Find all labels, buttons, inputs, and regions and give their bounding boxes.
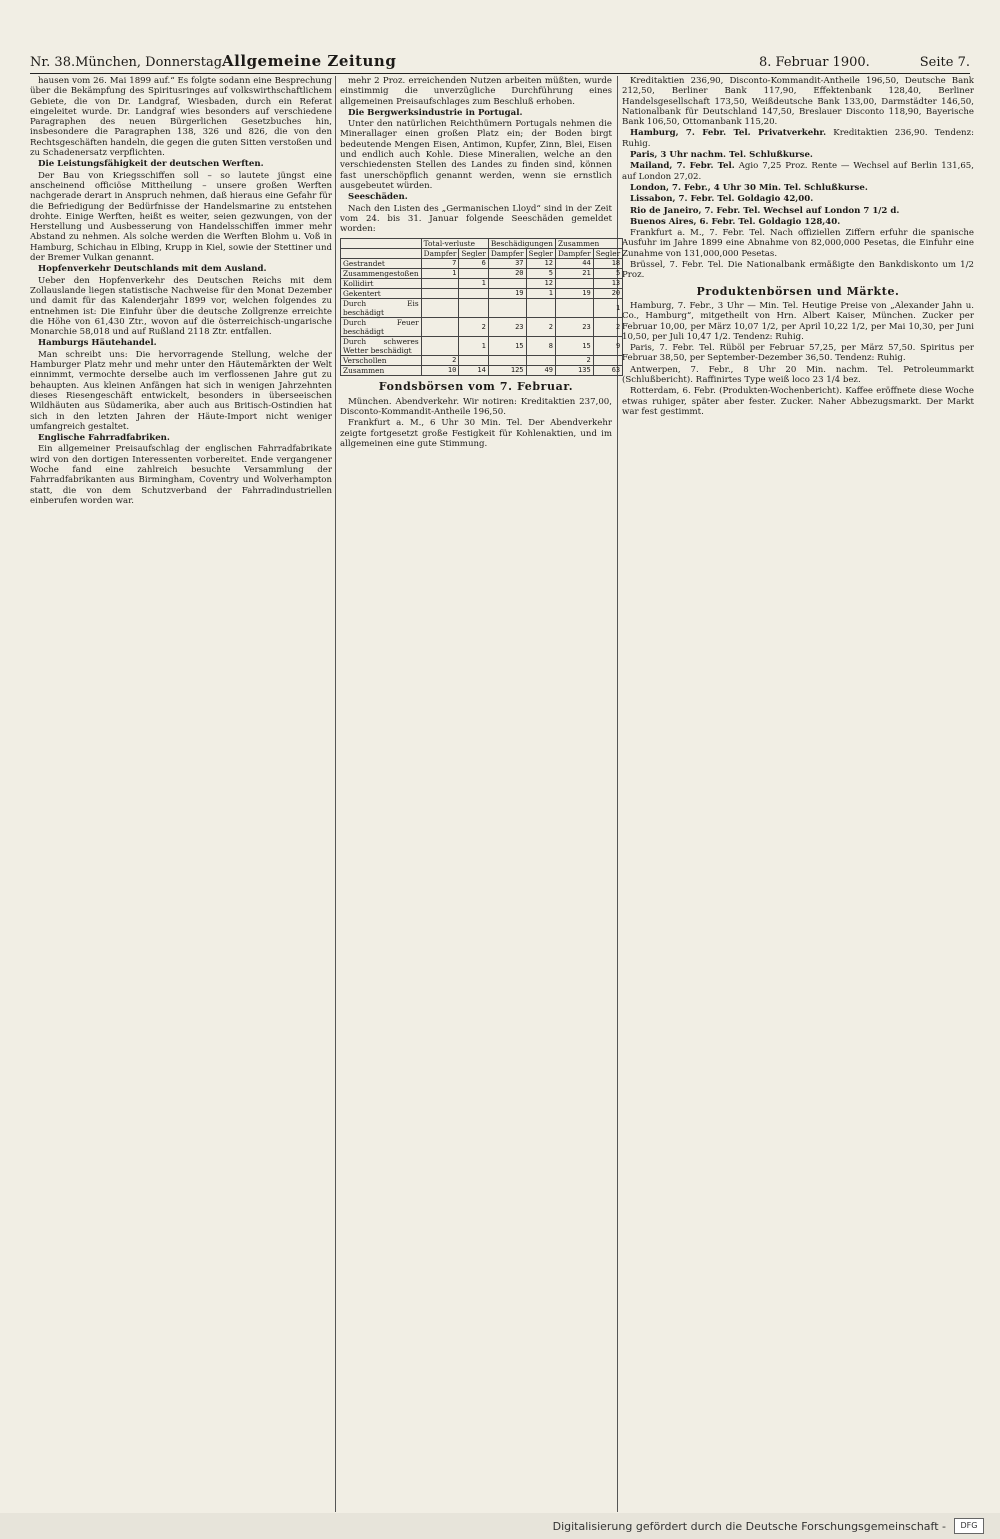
table-cell (526, 356, 555, 366)
table-row (341, 279, 623, 289)
table-cell: 2 (526, 318, 555, 337)
column-3 (622, 76, 974, 1512)
table-subheader: Segler (459, 249, 488, 259)
table-cell: 20 (593, 289, 622, 299)
table-cell: 23 (555, 318, 593, 337)
table-cell: 135 (555, 366, 593, 376)
table-header (341, 239, 422, 249)
table-cell (459, 269, 488, 279)
table-cell: 1 (421, 269, 459, 279)
table-subheader: Dampfer (555, 249, 593, 259)
table-cell: 21 (555, 269, 593, 279)
table-cell (459, 289, 488, 299)
table-row (341, 299, 623, 318)
table-cell: 19 (488, 289, 526, 299)
article-text: Ueber den Hopfenverkehr des Deutschen Reichs mit dem Zollauslande liegen statistische Nachweise für den Monat Dezember und damit für das Kalenderjahr 1899 vor, welchen folgendes zu entnehmen ist: Die Einfuhr über die deutsche Zollgrenze erreichte die Höhe von 61,430 Ztr., wovon auf die österreichisch-ungarische Monarchie 58,018 und auf Rußland 2118 Ztr. entfallen. (30, 275, 332, 338)
table-cell: 9 (593, 337, 622, 356)
article-heading: Mailand, 7. Febr. Tel. (630, 161, 735, 172)
column-1 (30, 76, 332, 1512)
table-cell: 10 (421, 366, 459, 376)
issue-date: 8. Februar 1900. (759, 55, 870, 70)
table-cell: 20 (488, 269, 526, 279)
table-cell (526, 299, 555, 318)
page-number: Seite 7. (919, 55, 970, 70)
footer-text: Digitalisierung gefördert durch die Deutsche Forschungsgemeinschaft - (552, 1519, 946, 1533)
article-text: Man schreibt uns: Die hervorragende Stellung, welche der Hamburger Platz mehr und mehr unter den Häutemärkten der Welt einnimmt, vermochte derselbe auch im verflossenen Jahre gut zu behaupten. Aus kleinen Anfängen hat sich in wenigen Jahrzehnten dieses Riesengeschäft entwickelt, besonders in überseeischen Wildhäuten aus Südamerika, aber auch aus Britisch-Ostindien hat sich in den letzten Jahren der Häute-Import nicht weniger umfangreich gestaltet. (30, 349, 332, 432)
article-heading: London, 7. Febr., 4 Uhr 30 Min. Tel. Schlußkurse. (630, 182, 868, 193)
table-cell (459, 356, 488, 366)
article-text: Rotterdam, 6. Febr. (Produkten-Wochenbericht). Kaffee eröffnete diese Woche etwas ruhiger, später aber fester. Zucker. Naher Abbezugsmarkt. Der Markt war fest gestimmt. (622, 386, 974, 417)
table-cell: 12 (526, 259, 555, 269)
table-row (341, 356, 623, 366)
table-row-label: Verschollen (341, 356, 422, 366)
table-cell: 37 (488, 259, 526, 269)
column-rule-1 (335, 76, 336, 1512)
column-2 (340, 76, 621, 1512)
table-header: Zusammen (555, 239, 622, 249)
table-subheader: Segler (526, 249, 555, 259)
article-text: Brüssel, 7. Febr. Tel. Die Nationalbank ermäßigte den Bankdiskonto um 1/2 Proz. (622, 260, 974, 281)
section-heading: Produktenbörsen und Märkte. (696, 284, 900, 298)
table-row-label: Zusammengestoßen (341, 269, 422, 279)
article-text: München. Abendverkehr. Wir notiren: Kreditaktien 237,00, Disconto-Kommandit-Antheile 196,50. (340, 396, 612, 418)
article-heading: Hamburgs Häutehandel. (38, 338, 157, 349)
article-text: Ein allgemeiner Preisaufschlag der englischen Fahrradfabrikate wird von den dortigen Interessenten vorbereitet. Ende vergangener Woche fand eine zahlreich besuchte Versammlung der Fahrradfabrikanten aus Birmingham, Coventry und Wolverhampton statt, die von dem Schutzverband der Fahrradindustriellen einberufen worden war. (30, 444, 332, 506)
table-cell (459, 299, 488, 318)
table-row (341, 259, 623, 269)
table-subheader (341, 249, 422, 259)
table-subheader: Dampfer (421, 249, 459, 259)
table-subheader: Segler (593, 249, 622, 259)
dfg-logo: DFG (954, 1518, 984, 1534)
article-text: Antwerpen, 7. Febr., 8 Uhr 20 Min. nachm. Tel. Petroleummarkt (Schlußbericht). Raffinirtes Type weiß loco 23 1/4 bez. (622, 364, 974, 386)
article-heading: Die Bergwerksindustrie in Portugal. (348, 107, 523, 118)
article-heading: Die Leistungsfähigkeit der deutschen Werften. (38, 159, 264, 170)
table-cell (421, 318, 459, 337)
article-heading: Paris, 3 Uhr nachm. Tel. Schlußkurse. (630, 150, 813, 161)
table-row (341, 318, 623, 337)
table-cell: 13 (593, 279, 622, 289)
masthead (30, 40, 970, 74)
table-cell (488, 299, 526, 318)
table-cell: 1 (459, 337, 488, 356)
table-cell: 2 (555, 356, 593, 366)
article-text: Nach den Listen des „Germanischen Lloyd“ sind in der Zeit vom 24. bis 31. Januar folgende Seeschäden gemeldet worden: (340, 203, 612, 235)
table-cell: 19 (555, 289, 593, 299)
article-text: Paris, 7. Febr. Tel. Rüböl per Februar 57,25, per März 57,50. Spiritus per Februar 38,50, per September-Dezember 36,50. Tendenz: Ruhig. (622, 343, 974, 364)
article-heading: Buenos Aires, 6. Febr. Tel. Goldagio 128,40. (630, 216, 841, 227)
table-cell: 125 (488, 366, 526, 376)
table-row (341, 366, 623, 376)
table-cell: 1 (459, 279, 488, 289)
table-cell: 15 (488, 337, 526, 356)
article-text: Der Bau von Kriegsschiffen soll – so lautete jüngst eine anscheinend officiöse Mittheilung – unsere großen Werften nachgerade derart in Anspruch nehmen, daß hieraus eine Gefahr für die Befriedigung der Bedürfnisse der Handelsmarine zu entstehen drohte. Einige Werften, heißt es weiter, seien gezwungen, von der Herstellung und Ausbesserung von Handelsschiffen immer mehr Abstand zu nehmen. Als solche werden die Werften Blohm u. Voß in Hamburg, Schichau in Elbing, Krupp in Kiel, sowie der Stettiner und der Bremer Vulkan genannt. (30, 170, 332, 264)
table-row (341, 289, 623, 299)
table-cell (593, 356, 622, 366)
issue-number: Nr. 38. (30, 55, 76, 70)
table-row-label: Gekentert (341, 289, 422, 299)
table-row-label: Gestrandet (341, 259, 422, 269)
table-row-label: Kollidirt (341, 279, 422, 289)
article-text: Kreditaktien 236,90. Tendenz: Ruhig. (622, 128, 975, 149)
table-cell (421, 279, 459, 289)
article-text: mehr 2 Proz. erreichenden Nutzen arbeiten müßten, wurde einstimmig die unverzügliche Durchführung eines allgemeinen Preisaufschlages zum Beschluß erhoben. (340, 76, 612, 107)
table-header: Total-verluste (421, 239, 488, 249)
table-cell (421, 289, 459, 299)
table-row-label: Durch Eis beschädigt (341, 299, 422, 318)
table-subheader: Dampfer (488, 249, 526, 259)
table-cell: 5 (593, 269, 622, 279)
table-row (341, 337, 623, 356)
section-heading: Fondsbörsen vom 7. Februar. (378, 380, 574, 394)
table-row (341, 269, 623, 279)
table-cell: 2 (421, 356, 459, 366)
table-cell: 63 (593, 366, 622, 376)
table-cell (488, 279, 526, 289)
article-text: Kreditaktien 236,90, Disconto-Kommandit-Antheile 196,50, Deutsche Bank 212,50, Berliner Bank 117,90, Effektenbank 128,40, Berliner Handelsgesellschaft 173,50, Weißdeutsche Bank 133,00, Darmstädter 146,50, Nationalbank für Deutschland 147,50, Breslauer Disconto 118,90, Bayerische Bank 106,50, Ottomanbank 115,20. (622, 76, 974, 128)
article-text: Frankfurt a. M., 6 Uhr 30 Min. Tel. Der Abendverkehr zeigte fortgesetzt große Festigkeit für Kohlenaktien, und im allgemeinen eine gute Stimmung. (340, 418, 612, 449)
table-cell: 44 (555, 259, 593, 269)
article-heading: Lissabon, 7. Febr. Tel. Goldagio 42,00. (630, 194, 814, 205)
table-cell: 2 (593, 318, 622, 337)
article-heading: Rio de Janeiro, 7. Febr. Tel. Wechsel auf London 7 1/2 d. (630, 205, 900, 216)
table-cell: 12 (526, 279, 555, 289)
article-heading: Hamburg, 7. Febr. Tel. Privatverkehr. (630, 128, 827, 139)
table-row-label: Durch Feuer beschädigt (341, 318, 422, 337)
table-row-label: Durch schweres Wetter beschädigt (341, 337, 422, 356)
article-text: Agio 7,25 Proz. Rente — Wechsel auf Berlin 131,65, auf London 27,02. (622, 161, 975, 182)
table-cell: 23 (488, 318, 526, 337)
article-text: hausen vom 26. Mai 1899 auf.“ Es folgte sodann eine Besprechung über die Bekämpfung des Spiritusringes auf volkswirthschaftlichem Gebiete, die von Dr. Landgraf, Wiesbaden, durch ein Referat eingeleitet wurde. Dr. Landgraf wies besonders auf verschiedene Paragraphen des neuen Bürgerlichen Gesetzbuches hin, insbesondere die Paragraphen 138, 326 und 826, die von den Rechtsgeschäften handeln, die gegen die guten Sitten verstoßen und zu Schadenersatz verpflichten. (30, 76, 332, 159)
article-heading: Hopfenverkehr Deutschlands mit dem Ausland. (38, 264, 267, 275)
table-cell (488, 356, 526, 366)
place-day: München, Donnerstag (75, 55, 223, 70)
newspaper-title: Allgemeine Zeitung (222, 52, 397, 70)
article-heading: Seeschäden. (348, 192, 408, 203)
article-heading: Englische Fahrradfabriken. (38, 433, 170, 444)
table-cell: 15 (555, 337, 593, 356)
table-cell (555, 299, 593, 318)
article-text: Hamburg, 7. Febr., 3 Uhr — Min. Tel. Heutige Preise von „Alexander Jahn u. Co., Hamburg“, mitgetheilt von Hrn. Albert Kaiser, München. Zucker per Februar 10,00, per März 10,07 1/2, per April 10,22 1/2, per Mai 10,30, per Juni 10,50, per Juli 10,47 1/2. Tendenz: Ruhig. (622, 300, 974, 342)
table-cell: 14 (459, 366, 488, 376)
table-cell: 6 (459, 259, 488, 269)
table-cell: 18 (593, 259, 622, 269)
table-cell: 7 (421, 259, 459, 269)
table-cell: 8 (526, 337, 555, 356)
footer (0, 1513, 1000, 1539)
table-row-label: Zusammen (341, 366, 422, 376)
table-cell (555, 279, 593, 289)
table-cell (421, 299, 459, 318)
table-cell: 1 (526, 289, 555, 299)
table-cell: 1 (593, 299, 622, 318)
seeschaeden-table (340, 238, 623, 376)
table-header: Beschädigungen (488, 239, 555, 249)
article-text: Unter den natürlichen Reichthümern Portugals nehmen die Minerallager einen großen Platz ein; der Boden birgt bedeutende Mengen Eisen, Antimon, Kupfer, Zinn, Blei, Eisen und endlich auch Kohle. Diese Mineralien, welche an den verschiedensten Stellen des Landes zu finden sind, können fast unerschöpflich genannt werden, wenn sie ernstlich ausgebeutet würden. (340, 119, 612, 191)
table-cell (421, 337, 459, 356)
table-cell: 2 (459, 318, 488, 337)
table-cell: 5 (526, 269, 555, 279)
article-text: Frankfurt a. M., 7. Febr. Tel. Nach offiziellen Ziffern erfuhr die spanische Ausfuhr im Jahre 1899 eine Abnahme von 82,000,000 Pesetas, die Einfuhr eine Zunahme von 131,000,000 Pesetas. (622, 228, 974, 259)
table-cell: 49 (526, 366, 555, 376)
